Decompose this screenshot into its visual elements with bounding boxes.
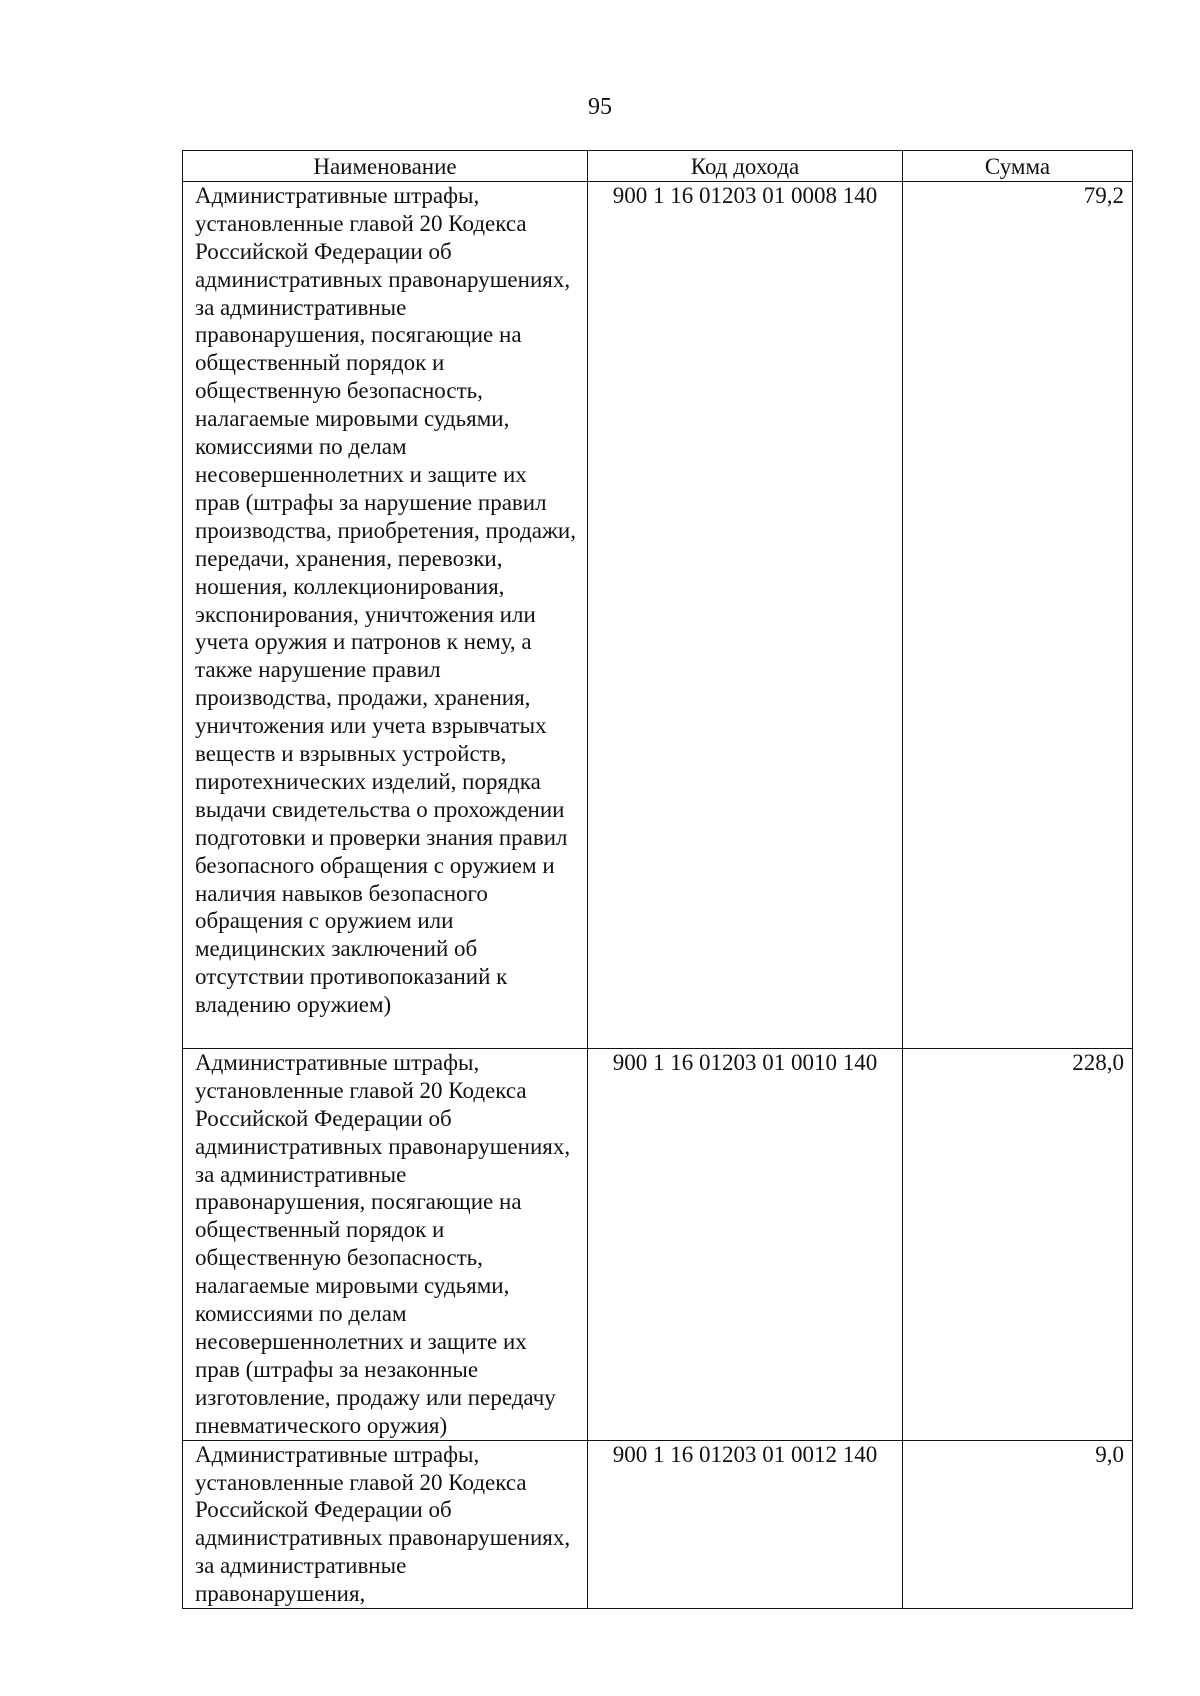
- table-row: [183, 181, 1133, 1048]
- revenue-table: [182, 150, 1133, 1609]
- row-code: 900 1 16 01203 01 0008 140: [588, 181, 903, 1048]
- table-row: [183, 1440, 1133, 1608]
- header-name: Наименование: [183, 151, 588, 182]
- row-amount: 9,0: [903, 1440, 1133, 1608]
- row-code: 900 1 16 01203 01 0012 140: [588, 1440, 903, 1608]
- page-number: 95: [588, 94, 612, 120]
- header-code: Код дохода: [588, 151, 903, 182]
- row-amount: 79,2: [903, 181, 1133, 1048]
- row-amount: 228,0: [903, 1048, 1133, 1440]
- table-row: [183, 1048, 1133, 1440]
- header-amount: Сумма: [903, 151, 1133, 182]
- row-name: Административные штрафы, установленные главой 20 Кодекса Российской Федерации об административных правонарушениях, за административные правонарушения, посягающие на общественный порядок и общественную безопасность, налагаемые мировыми судьями, комиссиями по делам несовершеннолетних и защите их прав (штрафы за нарушение правил производства, приобретения, продажи, передачи, хранения, перевозки, ношения, коллекционирования, экспонирования, уничтожения или учета оружия и патронов к нему, а также нарушение правил производства, продажи, хранения, уничтожения или учета взрывчатых веществ и взрывных устройств, пиротехнических изделий, порядка выдачи свидетельства о прохождении подготовки и проверки знания правил безопасного обращения с оружием и наличия навыков безопасного обращения с оружием или медицинских заключений об отсутствии противопоказаний к владению оружием): [183, 181, 588, 1048]
- row-name: Административные штрафы, установленные главой 20 Кодекса Российской Федерации об административных правонарушениях, за административные правонарушения,: [183, 1440, 588, 1608]
- row-name: Административные штрафы, установленные главой 20 Кодекса Российской Федерации об административных правонарушениях, за административные правонарушения, посягающие на общественный порядок и общественную безопасность, налагаемые мировыми судьями, комиссиями по делам несовершеннолетних и защите их прав (штрафы за незаконные изготовление, продажу или передачу пневматического оружия): [183, 1048, 588, 1440]
- row-code: 900 1 16 01203 01 0010 140: [588, 1048, 903, 1440]
- table-header-row: [183, 151, 1133, 182]
